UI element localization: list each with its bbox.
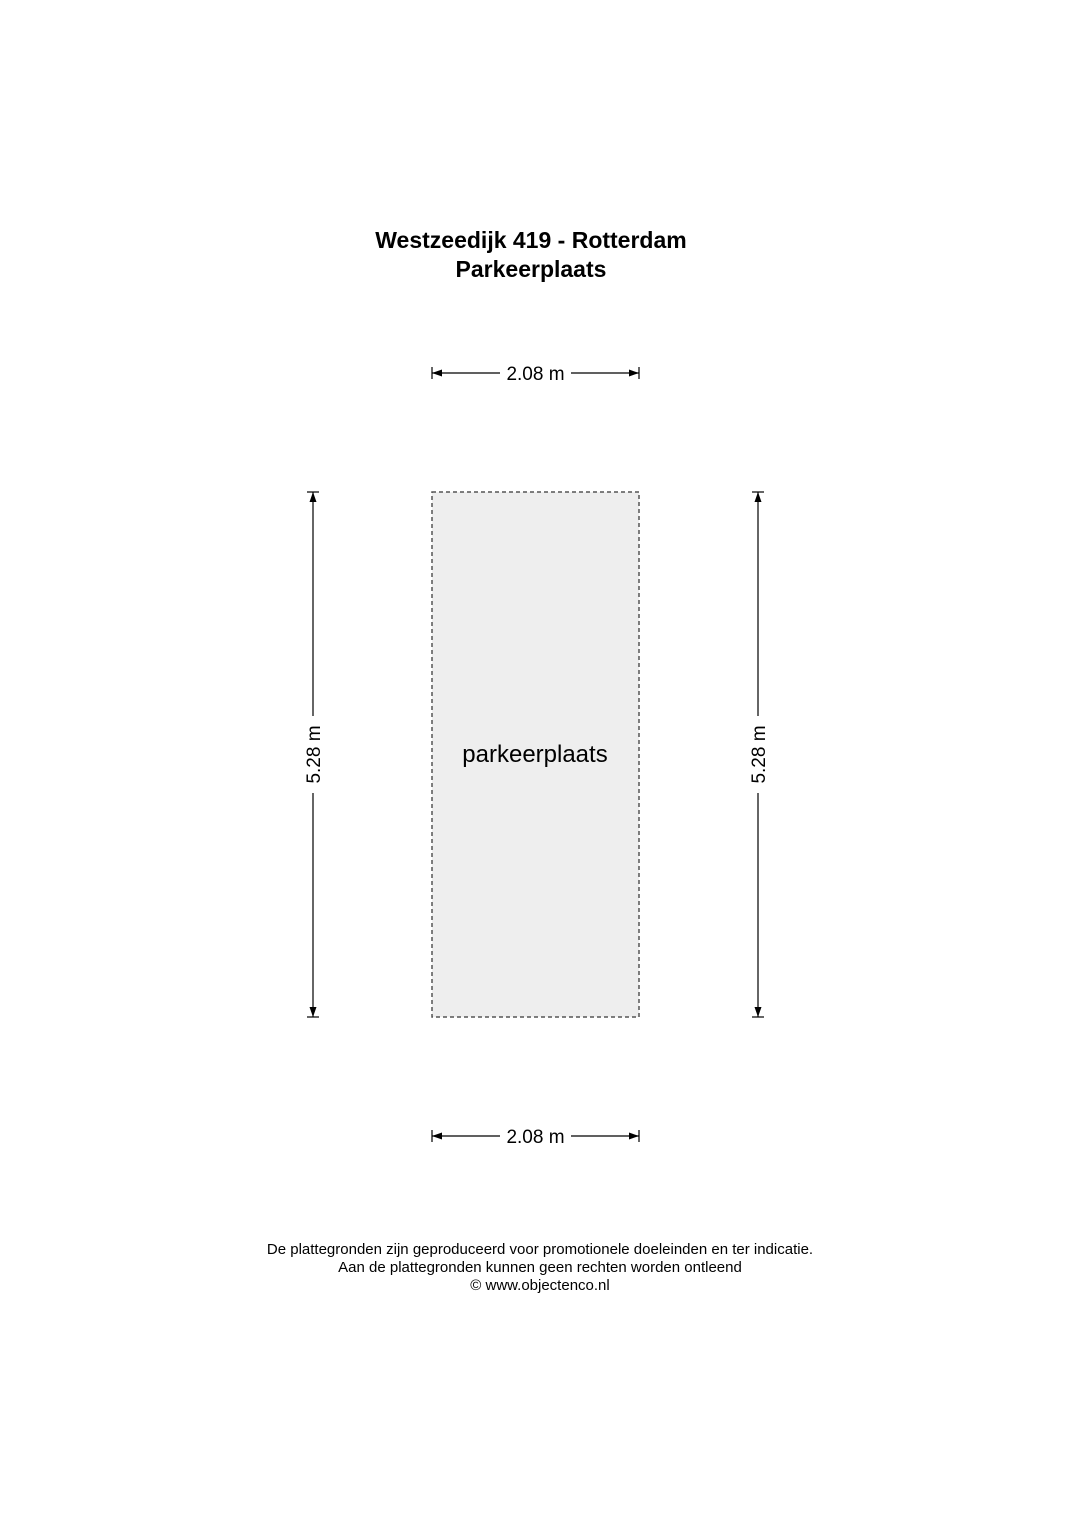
bottom-width-dimension <box>432 1127 639 1148</box>
page-subtitle: Parkeerplaats <box>455 256 607 282</box>
page-title: Westzeedijk 419 - Rotterdam <box>375 227 687 253</box>
left-height-dimension <box>304 492 325 1017</box>
bottom-width-label: 2.08 m <box>506 1127 565 1148</box>
top-width-dimension <box>432 364 639 385</box>
copyright-line: © www.objectenco.nl <box>470 1277 610 1294</box>
left-height-label: 5.28 m <box>304 725 325 784</box>
disclaimer-line-2: Aan de plattegronden kunnen geen rechten worden ontleend <box>338 1259 742 1276</box>
room-label: parkeerplaats <box>462 741 608 768</box>
right-height-dimension <box>749 492 770 1017</box>
top-width-label: 2.08 m <box>506 364 565 385</box>
disclaimer-footer <box>0 1241 1080 1295</box>
right-height-label: 5.28 m <box>749 725 770 784</box>
disclaimer-line-1: De plattegronden zijn geproduceerd voor promotionele doeleinden en ter indicatie. <box>266 1241 814 1258</box>
